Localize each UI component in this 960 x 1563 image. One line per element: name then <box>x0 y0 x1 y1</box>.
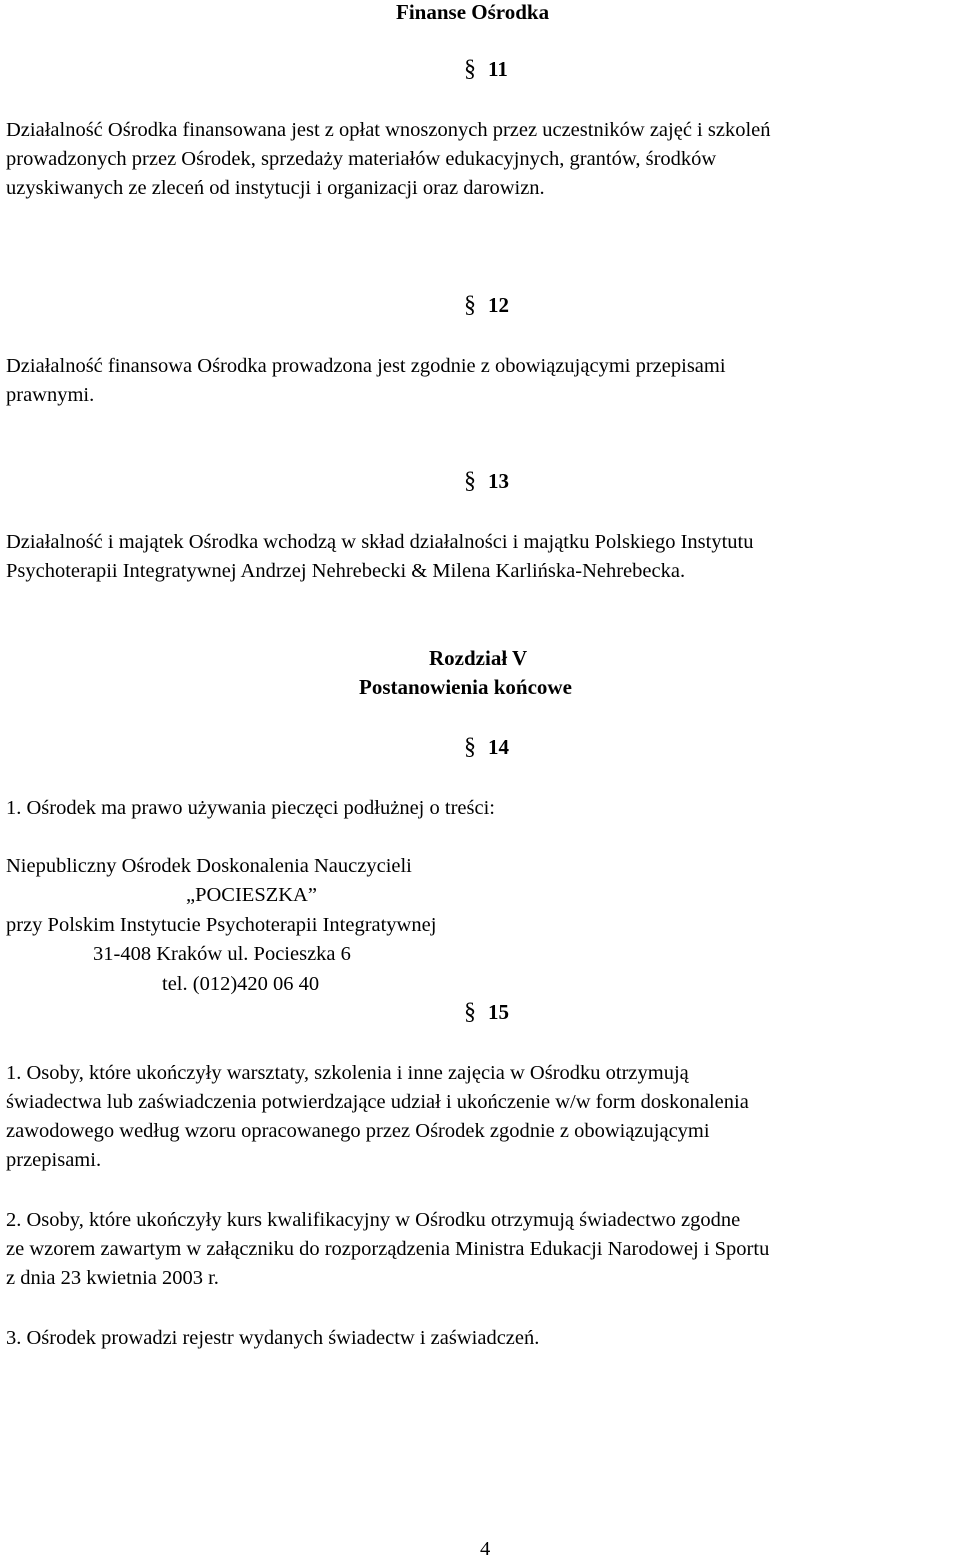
chapter-number: Rozdział V <box>429 646 528 670</box>
text-line: 2. Osoby, które ukończyły kurs kwalifikacyjny w Ośrodku otrzymują świadectwo zgodne <box>6 1209 741 1231</box>
paragraph-15-2 <box>6 1206 769 1293</box>
text-line: z dnia 23 kwietnia 2003 r. <box>6 1267 219 1289</box>
section-12-heading <box>464 292 509 319</box>
paragraph-11 <box>6 116 771 203</box>
section-14-heading <box>464 734 509 761</box>
stamp-line: tel. (012)420 06 40 <box>162 973 320 995</box>
section-number: 12 <box>488 293 509 317</box>
text-line: Działalność i majątek Ośrodka wchodzą w skład działalności i majątku Polskiego Instytutu <box>6 531 754 553</box>
section-15-heading <box>464 999 509 1026</box>
text-line: Działalność Ośrodka finansowana jest z opłat wnoszonych przez uczestników zajęć i szkoleń <box>6 119 771 141</box>
stamp-line: 31-408 Kraków ul. Pocieszka 6 <box>93 943 351 965</box>
text-line: świadectwa lub zaświadczenia potwierdzające udział i ukończenie w/w form doskonalenia <box>6 1091 749 1113</box>
section-13-heading <box>464 468 509 495</box>
text-line: Działalność finansowa Ośrodka prowadzona jest zgodnie z obowiązującymi przepisami <box>6 355 726 377</box>
text-line: ze wzorem zawartym w załączniku do rozporządzenia Ministra Edukacji Narodowej i Sportu <box>6 1238 770 1260</box>
chapter-title: Postanowienia końcowe <box>359 675 572 699</box>
text-line: 1. Osoby, które ukończyły warsztaty, szkolenia i inne zajęcia w Ośrodku otrzymują <box>6 1062 689 1084</box>
page-number: 4 <box>480 1538 491 1560</box>
paragraph-15-1 <box>6 1059 749 1175</box>
paragraph-13 <box>6 528 754 586</box>
section-number: 15 <box>488 1000 509 1024</box>
text-line: prowadzonych przez Ośrodek, sprzedaży materiałów edukacyjnych, grantów, środków <box>6 148 717 170</box>
stamp-line: przy Polskim Instytucie Psychoterapii Integratywnej <box>6 914 437 936</box>
paragraph-sign: § <box>464 468 476 494</box>
paragraph-sign: § <box>464 292 476 318</box>
text-line: prawnymi. <box>6 384 95 406</box>
text-line: zawodowego według wzoru opracowanego przez Ośrodek zgodnie z obowiązującymi <box>6 1120 710 1142</box>
paragraph-sign: § <box>464 999 476 1025</box>
stamp-line: Niepubliczny Ośrodek Doskonalenia Nauczycieli <box>6 855 412 877</box>
section-number: 11 <box>488 57 508 81</box>
paragraph-15-3: 3. Ośrodek prowadzi rejestr wydanych świadectw i zaświadczeń. <box>6 1327 540 1349</box>
stamp-line: „POCIESZKA” <box>186 884 317 906</box>
text-line: uzyskiwanych ze zleceń od instytucji i organizacji oraz darowizn. <box>6 177 545 199</box>
paragraph-14: 1. Ośrodek ma prawo używania pieczęci podłużnej o treści: <box>6 797 495 819</box>
text-line: przepisami. <box>6 1149 102 1171</box>
section-number: 13 <box>488 469 509 493</box>
section-title: Finanse Ośrodka <box>396 0 550 24</box>
section-number: 14 <box>488 735 509 759</box>
paragraph-sign: § <box>464 734 476 760</box>
text-line: Psychoterapii Integratywnej Andrzej Nehrebecki & Milena Karlińska-Nehrebecka. <box>6 560 686 582</box>
paragraph-sign: § <box>464 56 476 82</box>
paragraph-12 <box>6 352 726 410</box>
section-11-heading <box>464 56 508 83</box>
